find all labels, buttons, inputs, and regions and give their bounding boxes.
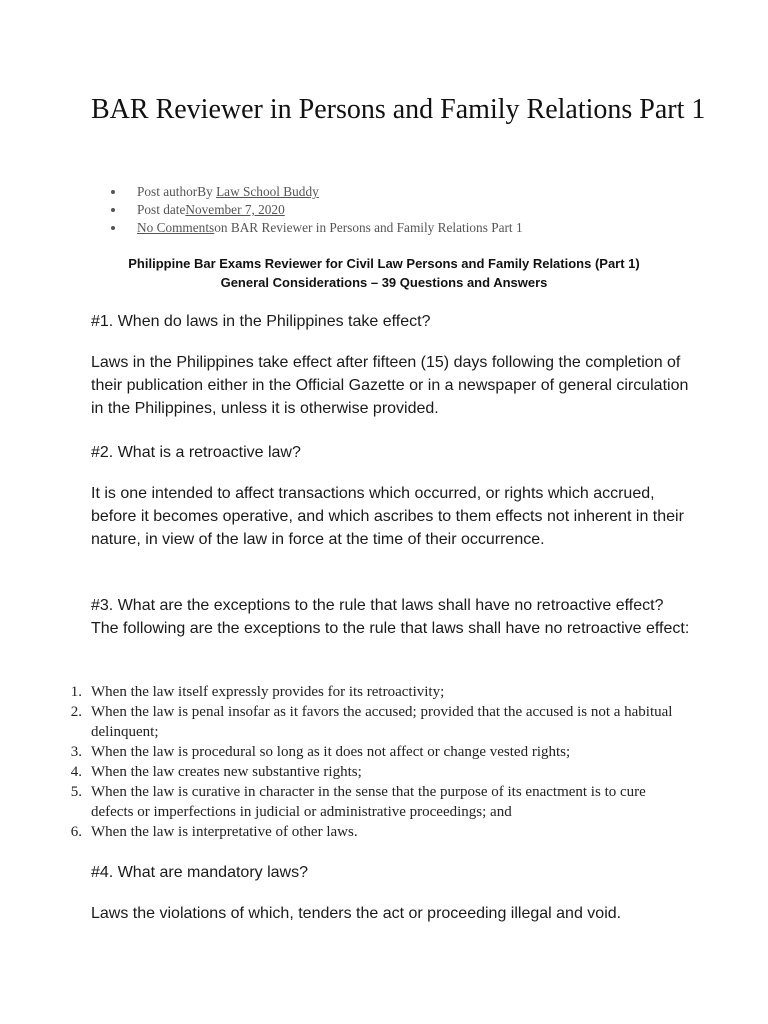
list-item-text: When the law is penal insofar as it favors the accused; provided that the accused is not a habitual delinquent;: [91, 704, 673, 740]
list-item-text: When the law is interpretative of other laws.: [91, 824, 358, 840]
list-item-text: When the law is procedural so long as it does not affect or change vested rights;: [91, 744, 571, 760]
exceptions-list: [68, 682, 688, 842]
post-date: [111, 201, 523, 219]
list-item: [68, 822, 688, 842]
post-date-label: Post date: [137, 202, 186, 217]
question-3: #3. What are the exceptions to the rule that laws shall have no retroactive effect? The following are the exceptions to the rule that laws shall have no retroactive effect:: [91, 597, 690, 637]
comments-suffix: on BAR Reviewer in Persons and Family Relations Part 1: [214, 220, 523, 235]
date-link[interactable]: November 7, 2020: [185, 202, 285, 217]
subheading-line-2: General Considerations – 39 Questions and Answers: [220, 275, 548, 290]
section-subheading: [91, 254, 677, 292]
answer-4: Laws the violations of which, tenders the act or proceeding illegal and void.: [91, 905, 622, 922]
list-item: [68, 742, 688, 762]
post-author: [111, 183, 523, 201]
list-item: [68, 782, 688, 822]
list-number: 3.: [70, 744, 82, 760]
list-item-text: When the law creates new substantive rights;: [91, 764, 362, 780]
page-title: BAR Reviewer in Persons and Family Relations Part 1: [91, 94, 706, 125]
subheading-line-1: Philippine Bar Exams Reviewer for Civil Law Persons and Family Relations (Part 1): [128, 256, 640, 271]
list-number: 4.: [70, 764, 82, 780]
list-number: 1.: [70, 684, 82, 700]
comments-link[interactable]: No Comments: [137, 220, 215, 235]
list-number: 2.: [70, 704, 82, 720]
author-link[interactable]: Law School Buddy: [216, 184, 319, 199]
post-meta: [111, 183, 523, 237]
list-number: 6.: [70, 824, 82, 840]
answer-1: Laws in the Philippines take effect after fifteen (15) days following the completion of their publication either in the Official Gazette or in a newspaper of general circulation in the Philippines, unless it is otherwise provided.: [91, 354, 689, 417]
post-comments: [111, 219, 523, 237]
list-item: [68, 702, 688, 742]
answer-2: It is one intended to affect transactions which occurred, or rights which accrued, before it becomes operative, and which ascribes to them effects not inherent in their nature, in view of the law in force at the time of their occurrence.: [91, 485, 684, 548]
question-2: #2. What is a retroactive law?: [91, 444, 301, 461]
list-number: 5.: [70, 784, 82, 800]
post-author-label: Post authorBy: [137, 184, 217, 199]
list-item-text: When the law itself expressly provides for its retroactivity;: [91, 684, 445, 700]
question-1: #1. When do laws in the Philippines take effect?: [91, 313, 431, 330]
list-item-text: When the law is curative in character in the sense that the purpose of its enactment is to cure defects or imperfections in judicial or administrative proceedings; and: [91, 784, 646, 820]
question-4: #4. What are mandatory laws?: [91, 864, 308, 881]
list-item: [68, 682, 688, 702]
list-item: [68, 762, 688, 782]
